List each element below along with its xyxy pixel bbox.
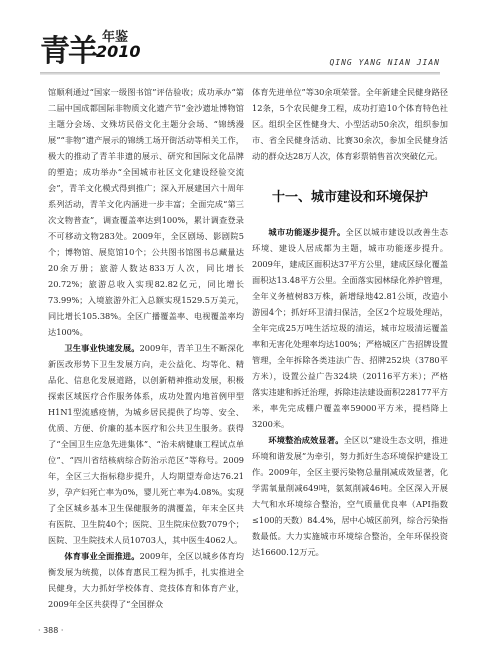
paragraph-health-lead: 卫生事业快速发展。 (64, 343, 140, 353)
header-divider (40, 72, 440, 75)
paragraph-environment (252, 432, 448, 560)
page-number: · 388 · (38, 626, 64, 635)
left-column (48, 84, 244, 612)
paragraph-health (48, 340, 244, 548)
section-heading: 十一、城市建设和环境保护 (271, 190, 428, 205)
paragraph-sports-lead: 体育事业全面推进。 (64, 551, 140, 561)
paragraph-health-body: 2009年，青羊卫生不断深化新医改形势下卫生发展方向，走公益化、均等化、精品化、信息化发展道路，以创新精神推动发展，积极探索区域医疗合作服务体系，成功处置内地首例甲型H1N1型流感疫情，为城乡居民提供了均等、安全、优质、方便、价廉的基本医疗和公共卫生服务。获得了“全国卫生应急先进集体”、“治未病健康工程试点单位”、“四川省结核病综合防治示范区”等称号。2009年，全区三大指标稳步提升，人均期望寿命达76.21岁，孕产妇死亡率为0%，婴儿死亡率为4.08%。实现了全区城乡基本卫生保健服务的满覆盖，年末全区共有医院、卫生院40个；医院、卫生院床位数7079个；医院、卫生院技术人员10703人，其中医生4062人。 (48, 343, 244, 545)
logo-word: 年鉴 (102, 30, 129, 45)
header-pinyin: QING YANG NIAN JIAN (329, 58, 440, 67)
paragraph-urban-lead: 城市功能逐步提升。 (268, 227, 346, 237)
paragraph-urban-body: 全区以城市建设以改善生态环境、建设人居成都为主题，城市功能逐步提升。2009年，建成区面积达37平方公里，建成区绿化覆盖面积达13.48平方公里。全面落实园林绿化养护管理，全年义务植树83万株，新增绿地42.81公顷，改造小游园4个；抓好环卫清扫保洁，全区2个垃圾处理站，全年完成25万吨生活垃圾的清运，城市垃圾清运覆盖率和无害化处理率均达100%；严格城区广告招牌设置管理，全年拆除各类违法广告、招牌252块（3780平方米），设置公益广告324块（20116平方米）；严格落实违建和拆迁治理，拆除违法建设面积228177平方米，率先完成棚户覆盖率59000平方米，提档降上3200米。 (252, 227, 448, 429)
paragraph-culture: 馆顺利通过“国家一级图书馆”评估验收；成功承办“第二届中国成都国际非物质文化遗产节”金沙遗址博物馆主题分会场、文殊坊民俗文化主题分会场、“锦绣漫展”“非物”遗产展示的锦绣工场开街活动等相关工作，极大的推动了青羊非遗的展示、研究和国际文化品牌的塑造；成功举办“全国城市社区文化建设经验交流会”，青羊文化模式得到推广；深入开展建国六十周年系列活动，青羊文化内涵进一步丰富；全面完成“第三次文物普查”，调查覆盖率达到100%，累计调查登录不可移动文物283处。2009年，全区剧场、影剧院5个；博物馆、展览馆10个；公共图书馆图书总藏量达20余万册；旅游人数达833万人次，同比增长20.72%；旅游总收入实现82.82亿元，同比增长73.99%；入境旅游外汇入总额实现1529.5万美元，同比增长105.38%。全区广播覆盖率、电视覆盖率均达100%。 (48, 87, 244, 337)
right-column (252, 84, 448, 560)
logo-year: 2010 (96, 42, 141, 61)
paragraph-sports (48, 548, 244, 612)
paragraph-sports-continued: 体育先进单位”等30余项荣誉。全年新建全民健身路径12条，5个农民健身工程，成功打造10个体育特色社区。组织全区性健身大、小型活动50余次，组织参加市、省全民健身活动、比赛30余次，参加全民健身活动的群众达28万人次，体育彩票销售首次突破亿元。 (252, 87, 448, 161)
yearbook-logo (40, 22, 141, 70)
paragraph-sports-body: 2009年，全区以城乡体育均衡发展为统揽，以体育惠民工程为抓手，扎实推进全民健身，大力抓好学校体育、竞技体育和体育产业，2009年全区共获得了“全国群众 (48, 551, 244, 609)
logo-brush-text: 青羊 (40, 34, 96, 69)
paragraph-environment-lead: 环境整治成效显著。 (268, 435, 344, 445)
paragraph-urban-function (252, 224, 448, 432)
paragraph-environment-body: 全区以“建设生态文明，推进环境和谐发展”为牵引，努力抓好生态环境保护建设工作。2009年，全区主要污染物总量削减成效显著，化学需氧量削减649吨，氨氮削减46吨。全区深入开展大气和水环境综合整治，空气质量优良率（API指数≤100的天数）84.4%，居中心城区前列，综合污染指数最低。大力实施城市环境综合整治，全年环保投资达16600.12万元。 (252, 435, 448, 557)
page-header (0, 0, 480, 80)
